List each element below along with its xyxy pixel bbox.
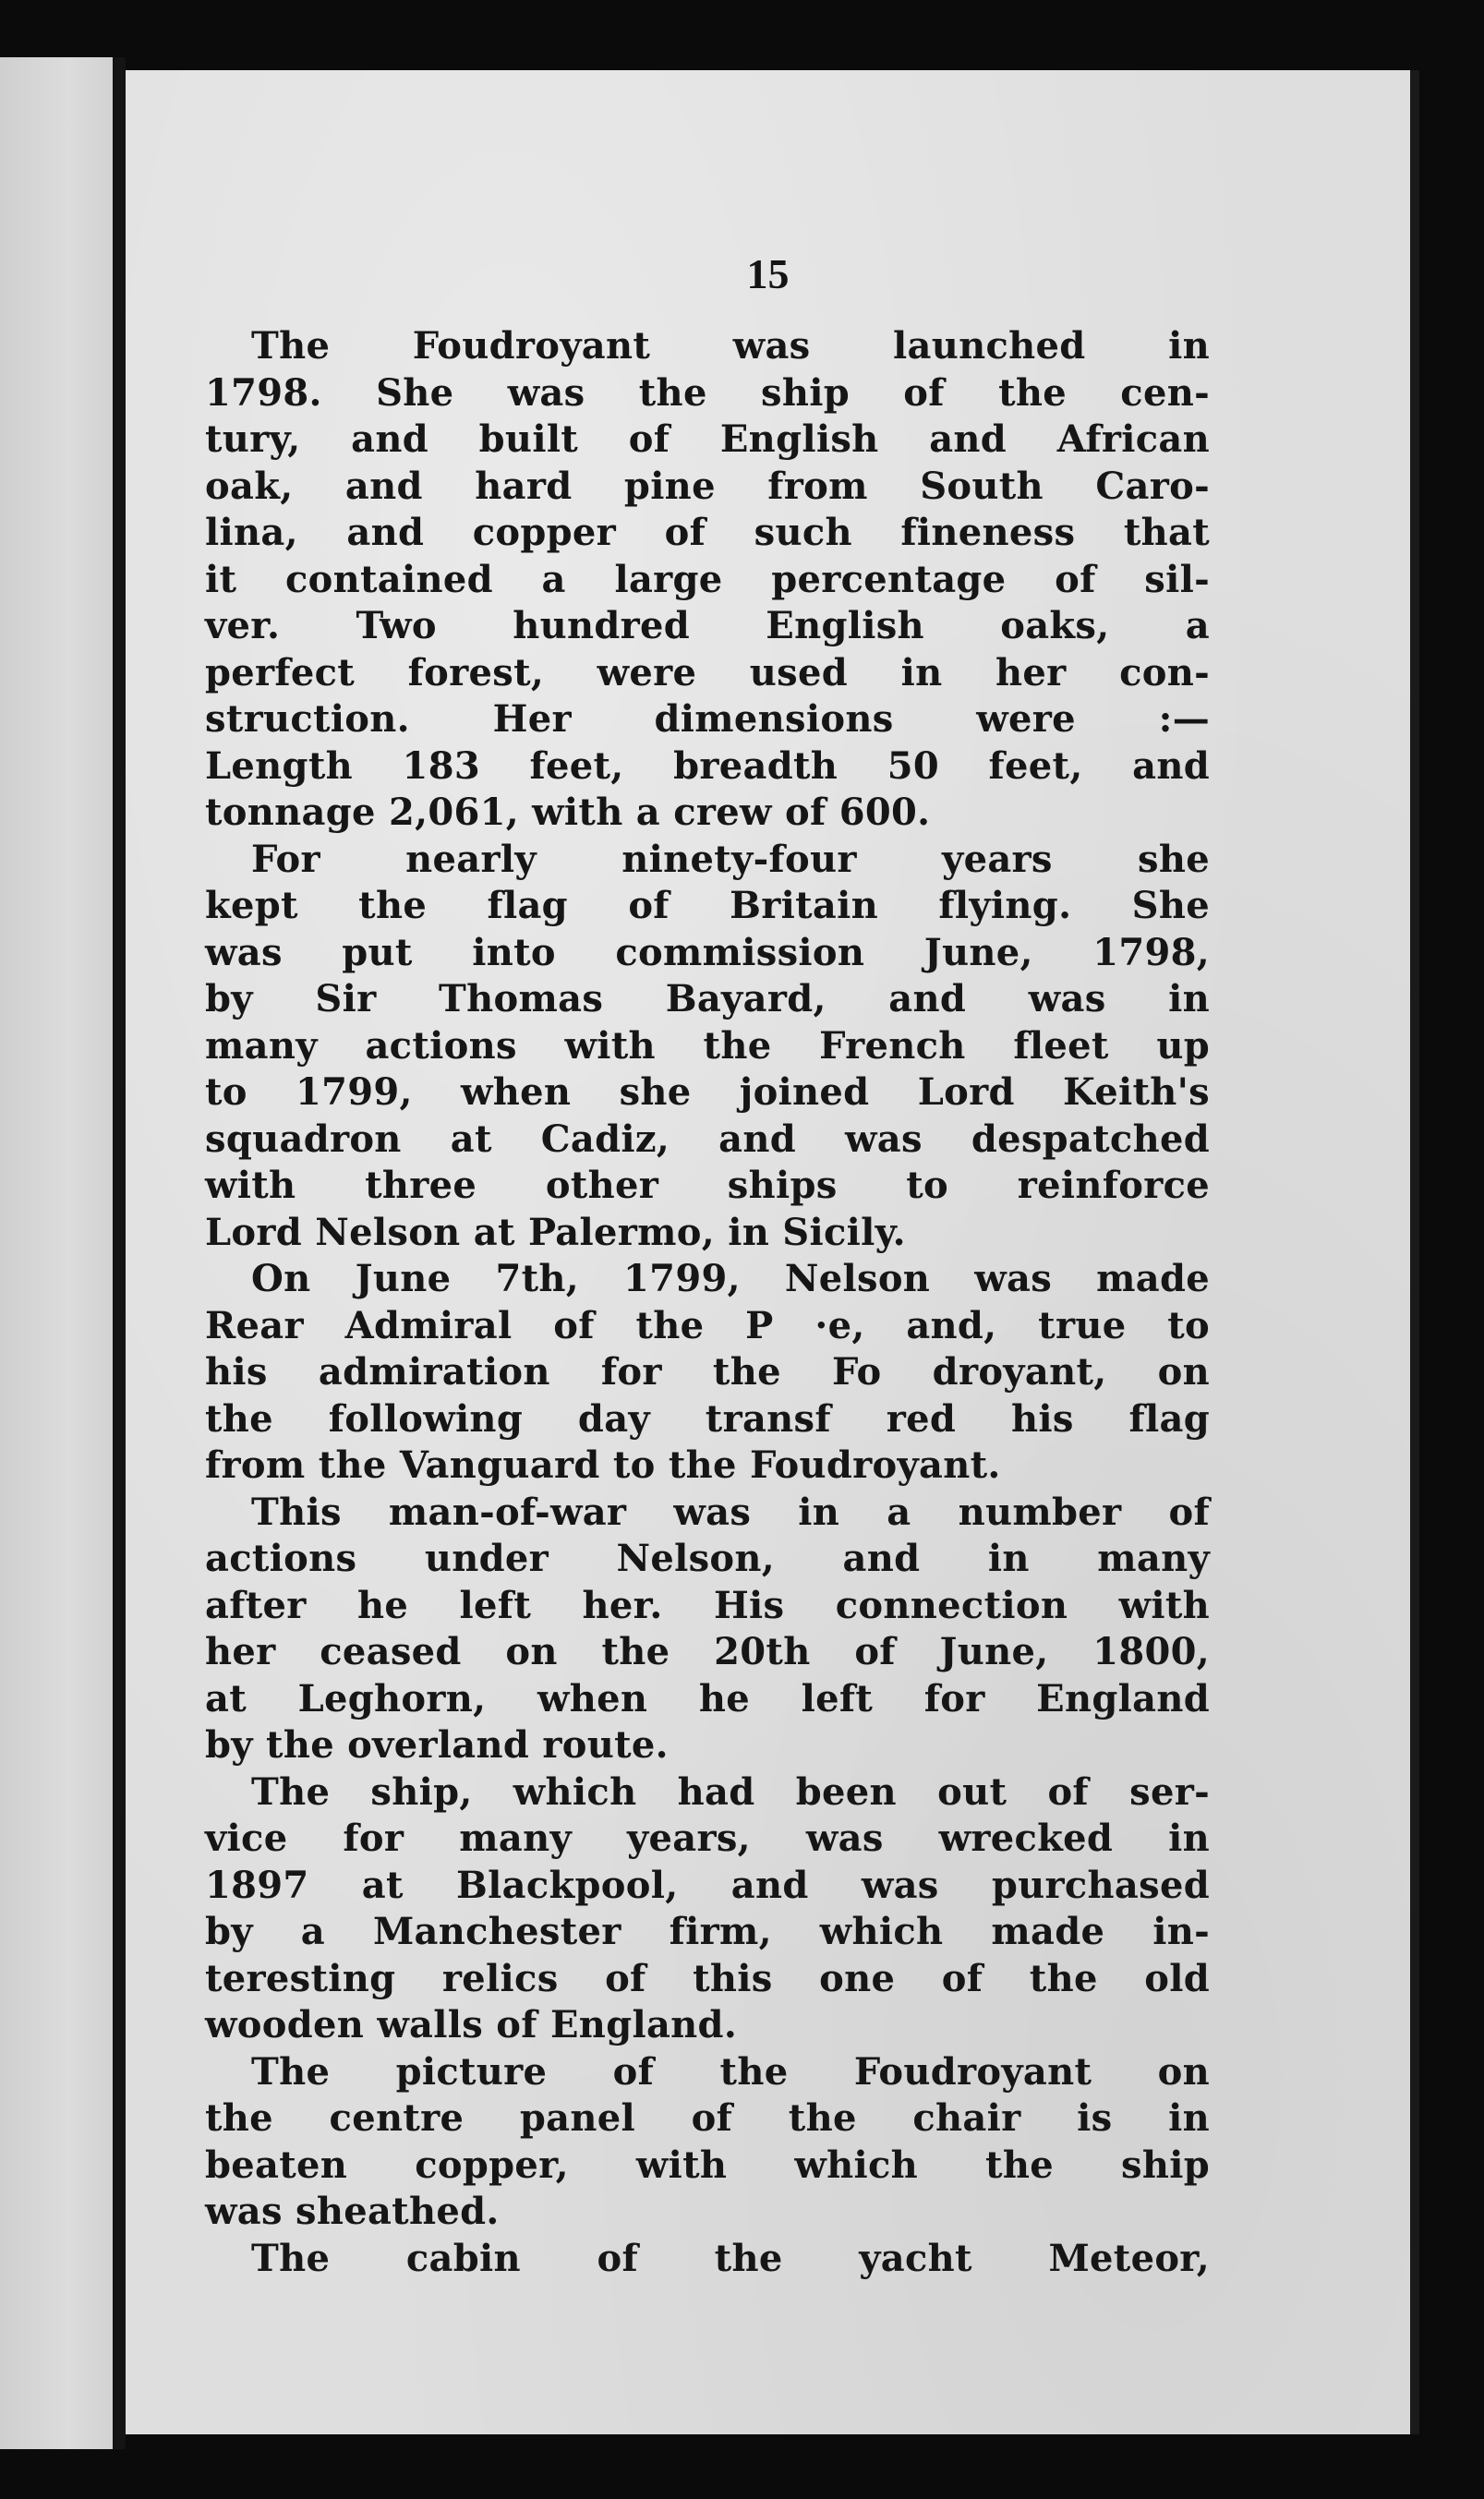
text-line: ver. Two hundred English oaks, a — [205, 604, 1210, 647]
text-line: it contained a large percentage of sil- — [205, 557, 1210, 601]
text-line: On June 7th, 1799, Nelson was made — [251, 1257, 1210, 1300]
text-line: perfect forest, were used in her con- — [205, 650, 1210, 694]
text-line: her ceased on the 20th of June, 1800, — [205, 1630, 1210, 1673]
text-line: This man-of-war was in a number of — [251, 1490, 1210, 1534]
text-line: kept the flag of Britain flying. She — [205, 884, 1210, 927]
book-gutter — [113, 57, 126, 2449]
text-line: to 1799, when she joined Lord Keith's — [205, 1070, 1210, 1114]
text-line: actions under Nelson, and in many — [205, 1537, 1210, 1580]
text-line: squadron at Cadiz, and was despatched — [205, 1117, 1210, 1161]
text-line: 1897 at Blackpool, and was purchased — [205, 1863, 1210, 1907]
text-line: Rear Admiral of the P ·e, and, true to — [205, 1303, 1210, 1347]
text-line: vice for many years, was wrecked in — [205, 1817, 1210, 1860]
text-line: after he left her. His connection with — [205, 1583, 1210, 1627]
body-text — [205, 323, 1210, 2282]
text-line: from the Vanguard to the Foudroyant. — [205, 1443, 1001, 1487]
text-line: at Leghorn, when he left for England — [205, 1676, 1210, 1720]
text-line: by Sir Thomas Bayard, and was in — [205, 977, 1210, 1020]
text-line: by the overland route. — [205, 1723, 669, 1767]
text-line: wooden walls of England. — [205, 2003, 738, 2046]
text-line: tury, and built of English and African — [205, 417, 1210, 461]
text-line: beaten copper, with which the ship — [205, 2143, 1210, 2187]
text-line: many actions with the French fleet up — [205, 1023, 1210, 1068]
text-line: the following day transf red his flag — [205, 1396, 1210, 1441]
text-line: lina, and copper of such fineness that — [205, 511, 1210, 554]
text-line: oak, and hard pine from South Caro- — [205, 464, 1210, 508]
text-line: For nearly ninety-four years she — [251, 837, 1210, 881]
page-right-edge — [1410, 70, 1419, 2434]
text-line: his admiration for the Fo droyant, on — [205, 1350, 1210, 1394]
text-line: The picture of the Foudroyant on — [251, 2049, 1210, 2094]
text-line: with three other ships to reinforce — [205, 1164, 1210, 1207]
text-line: was put into commission June, 1798, — [205, 930, 1210, 974]
text-line: The ship, which had been out of ser- — [251, 1769, 1210, 1814]
previous-page-edge — [0, 57, 113, 2449]
text-line: was sheathed. — [205, 2190, 500, 2233]
text-line: tonnage 2,061, with a crew of 600. — [205, 791, 931, 834]
text-line: the centre panel of the chair is in — [205, 2096, 1210, 2140]
text-line: 1798. She was the ship of the cen- — [205, 370, 1210, 415]
page-number: 15 — [746, 250, 790, 297]
text-line: The Foudroyant was launched in — [251, 324, 1210, 368]
text-line: Lord Nelson at Palermo, in Sicily. — [205, 1210, 906, 1254]
text-line: The cabin of the yacht Meteor, — [251, 2236, 1210, 2280]
text-line: by a Manchester firm, which made in- — [205, 1910, 1210, 1953]
text-line: struction. Her dimensions were :— — [205, 697, 1210, 741]
text-line: teresting relics of this one of the old — [205, 1956, 1210, 2000]
text-line: Length 183 feet, breadth 50 feet, and — [205, 743, 1210, 788]
